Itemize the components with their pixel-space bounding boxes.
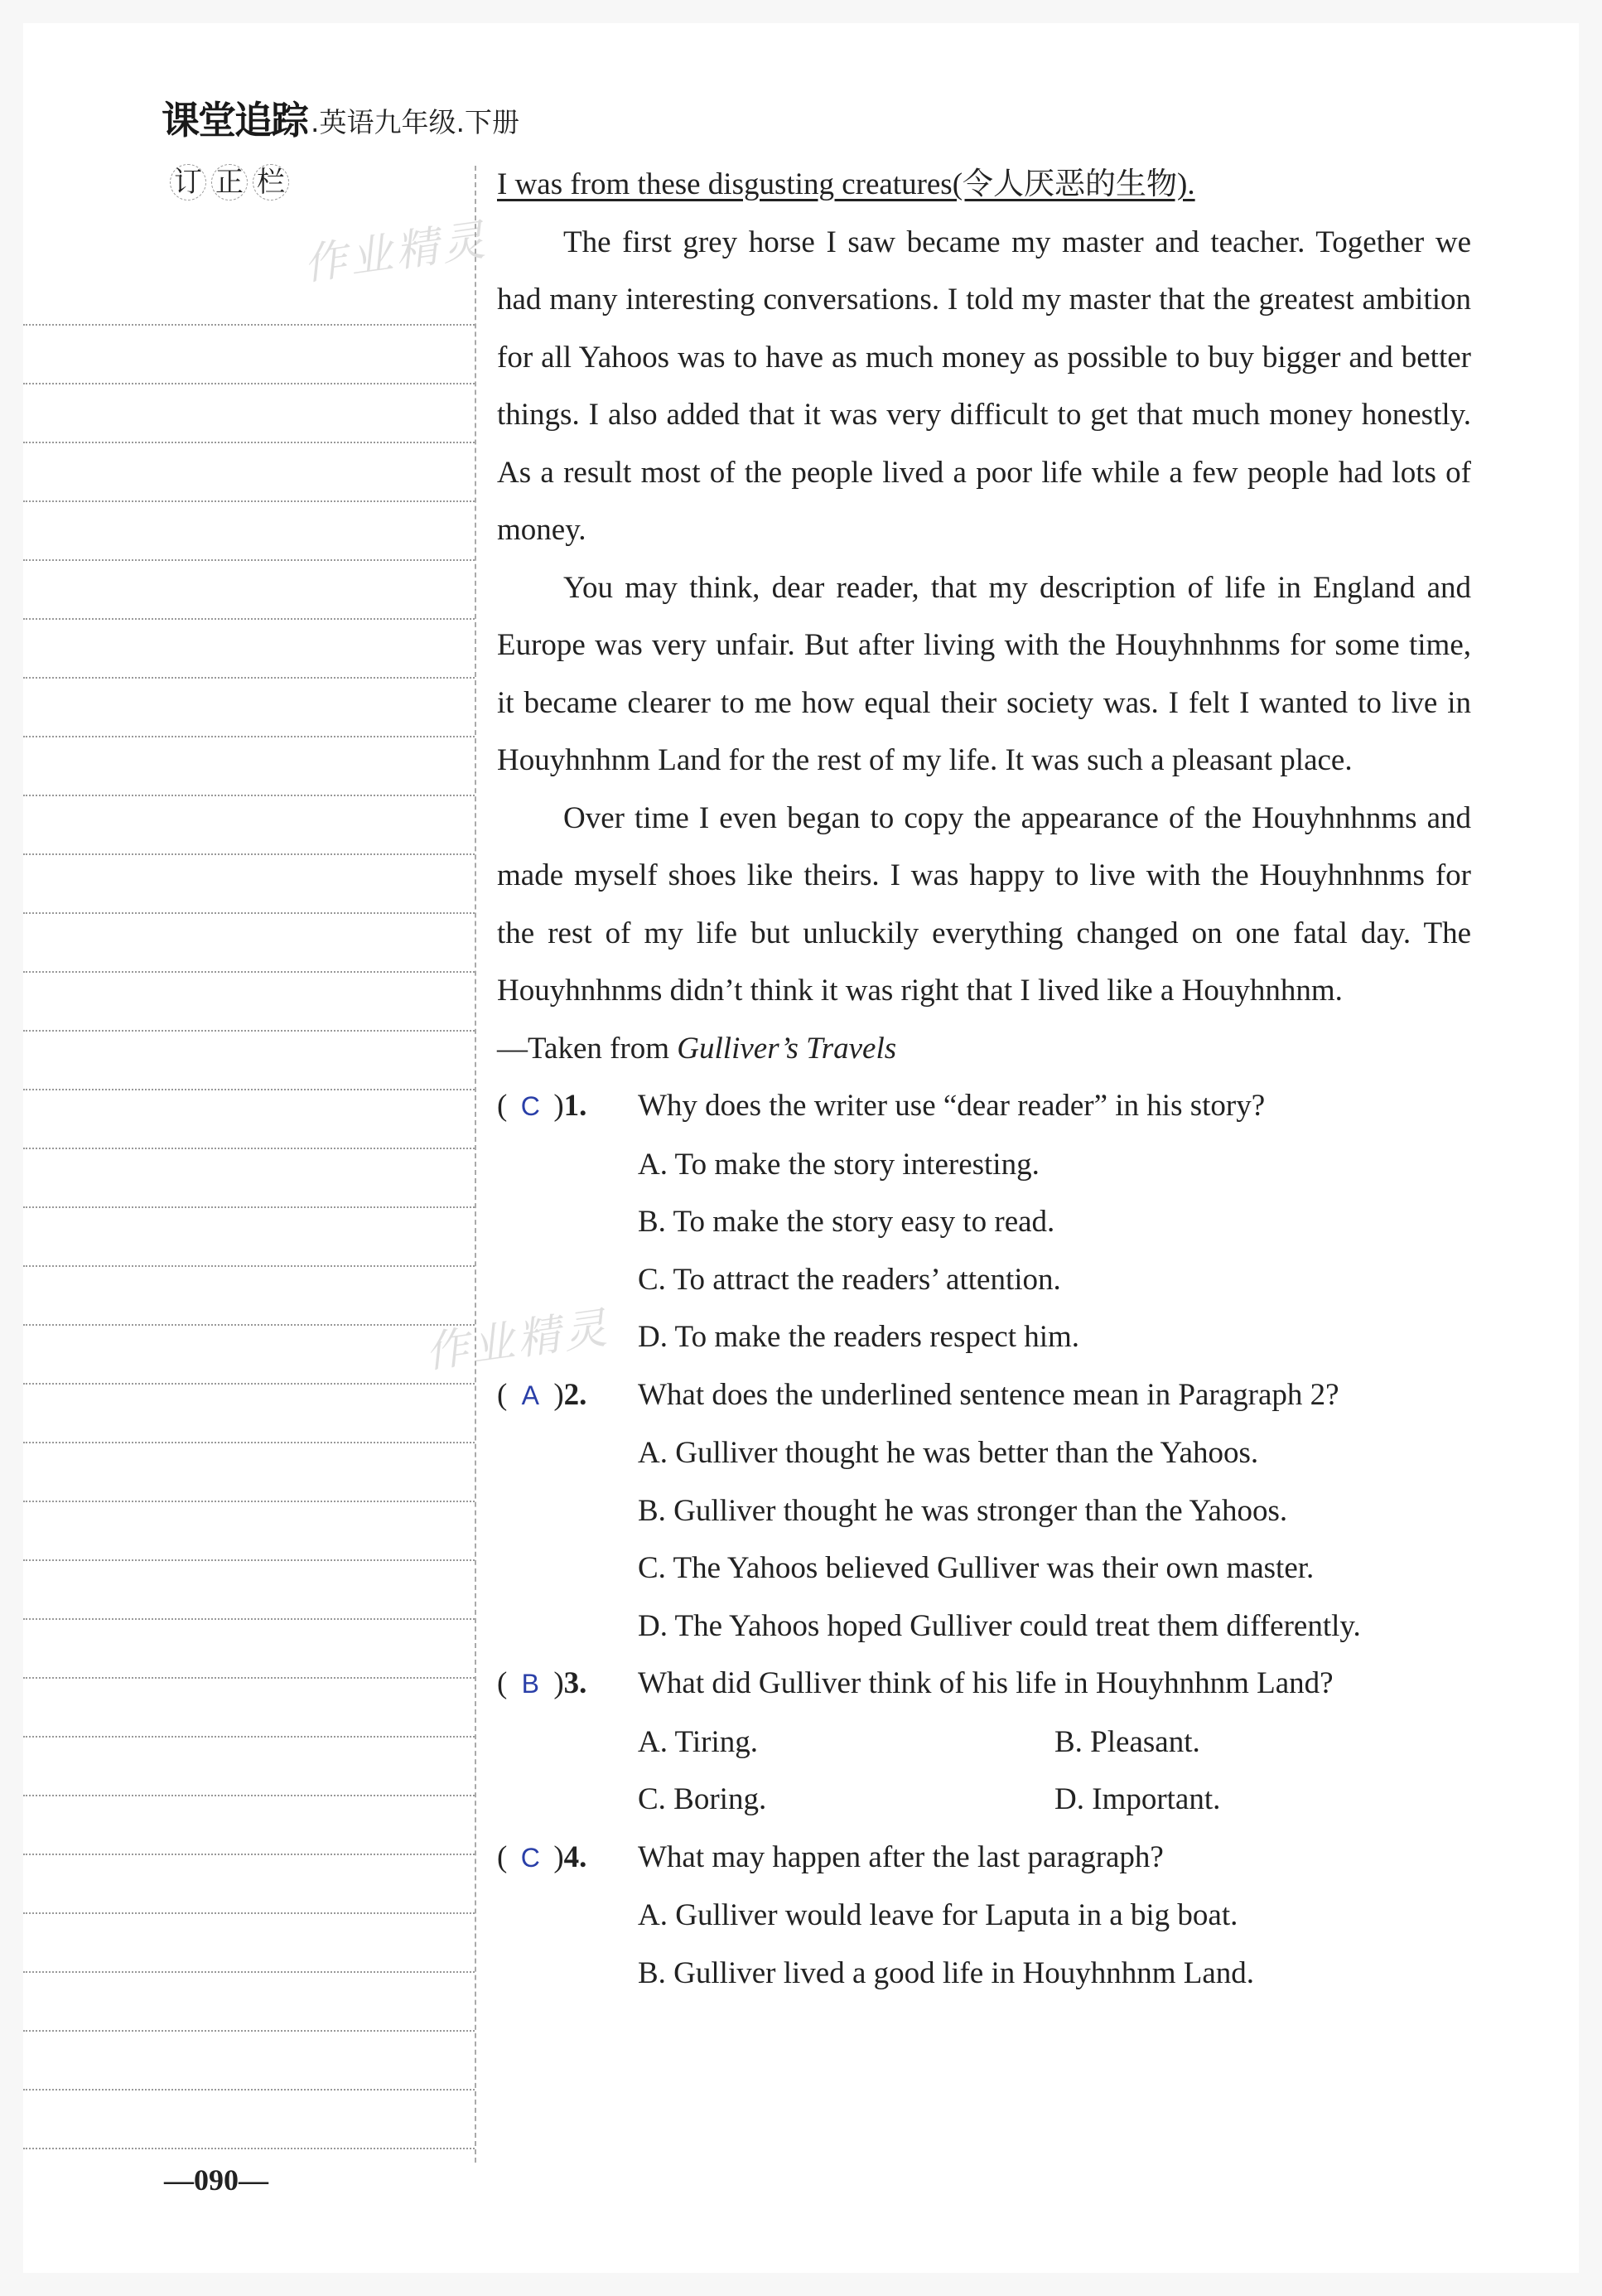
correction-line[interactable] <box>23 1914 475 1973</box>
correction-line[interactable] <box>23 855 475 914</box>
question <box>497 1077 1471 1366</box>
book-title: .英语九年级.下册 <box>311 106 519 138</box>
correction-line[interactable] <box>23 1090 475 1149</box>
answer-mark[interactable]: A <box>521 1380 539 1410</box>
answer-mark[interactable]: B <box>521 1669 539 1699</box>
column-divider <box>475 166 476 2163</box>
correction-lines <box>23 267 475 2149</box>
correction-line[interactable] <box>23 1561 475 1620</box>
option[interactable]: A. To make the story interesting. <box>638 1147 1040 1182</box>
correction-line[interactable] <box>23 1502 475 1561</box>
correction-line[interactable] <box>23 1267 475 1326</box>
option[interactable]: D. The Yahoos hoped Gulliver could treat them differently. <box>638 1608 1361 1643</box>
paragraph: The first grey horse I saw became my master and teacher. Together we had many interesting conversations. I told my master that the greatest ambition for all Yahoos was to have as much money as possible to buy bigger and better things. I also added that it was very difficult to get that much money honestly. As a result most of the people lived a poor life while a few people had lots of money. <box>497 225 1471 547</box>
answer-bracket: ( B )3. <box>497 1655 638 1714</box>
correction-line[interactable] <box>23 1796 475 1855</box>
answer-mark[interactable]: C <box>520 1842 540 1873</box>
correction-line[interactable] <box>23 679 475 737</box>
option[interactable]: C. Boring. <box>638 1782 767 1816</box>
option[interactable]: A. Gulliver would leave for Laputa in a big boat. <box>638 1898 1238 1932</box>
correction-line[interactable] <box>23 1149 475 1208</box>
source-prefix: —Taken from <box>497 1031 678 1066</box>
correction-line[interactable] <box>23 443 475 502</box>
question-number: 1. <box>563 1089 587 1123</box>
series-logo: 课堂追踪 <box>162 98 307 143</box>
option[interactable]: B. Gulliver lived a good life in Houyhnhnm Land. <box>638 1955 1254 1990</box>
correction-label-char: 栏 <box>253 164 289 201</box>
question-number: 4. <box>563 1839 587 1874</box>
question <box>497 1366 1471 1656</box>
correction-line[interactable] <box>23 502 475 561</box>
option[interactable]: C. The Yahoos believed Gulliver was their own master. <box>638 1551 1315 1585</box>
correction-line[interactable] <box>23 1973 475 2032</box>
correction-line[interactable] <box>23 620 475 679</box>
correction-line[interactable] <box>23 914 475 973</box>
source-title: Gulliver’s Travels <box>677 1031 897 1066</box>
question-text: Why does the writer use “dear reader” in his story? <box>638 1089 1266 1123</box>
watermark: 作业精灵 <box>300 215 491 291</box>
correction-line[interactable] <box>23 1679 475 1738</box>
correction-line[interactable] <box>23 1385 475 1443</box>
question <box>497 1829 1471 2003</box>
answer-bracket: ( C )1. <box>497 1077 638 1136</box>
correction-line[interactable] <box>23 1443 475 1502</box>
option[interactable]: D. To make the readers respect him. <box>638 1320 1080 1354</box>
correction-line[interactable] <box>23 1208 475 1267</box>
watermark: 作业精灵 <box>422 1303 613 1379</box>
option[interactable]: D. Important. <box>1054 1782 1221 1816</box>
question-number: 3. <box>563 1666 587 1700</box>
correction-line[interactable] <box>23 973 475 1032</box>
correction-line[interactable] <box>23 1326 475 1385</box>
underlined-sentence: I was from these disgusting creatures(令人厌恶的生物). <box>497 167 1195 201</box>
reading-passage <box>497 156 1471 2002</box>
page-number: —090— <box>164 2163 268 2197</box>
page-header <box>162 89 519 143</box>
correction-line[interactable] <box>23 326 475 384</box>
correction-line[interactable] <box>23 561 475 620</box>
answer-bracket: ( C )4. <box>497 1829 638 1888</box>
answer-bracket: ( A )2. <box>497 1366 638 1425</box>
correction-line[interactable] <box>23 1620 475 1679</box>
option[interactable]: B. Pleasant. <box>1054 1724 1200 1759</box>
question-text: What does the underlined sentence mean in Paragraph 2? <box>638 1377 1339 1412</box>
correction-line[interactable] <box>23 1738 475 1796</box>
correction-line[interactable] <box>23 1032 475 1090</box>
correction-line[interactable] <box>23 384 475 443</box>
paragraph: You may think, dear reader, that my description of life in England and Europe was very unfair. But after living with the Houyhnhnms for some time, it became clearer to me how equal their society was. I felt I wanted to live in Houyhnhnm Land for the rest of my life. It was such a pleasant place. <box>497 570 1471 777</box>
correction-line[interactable] <box>23 2032 475 2091</box>
correction-line[interactable] <box>23 2091 475 2149</box>
question <box>497 1655 1471 1829</box>
correction-line[interactable] <box>23 1855 475 1914</box>
correction-line[interactable] <box>23 796 475 855</box>
question-number: 2. <box>563 1377 587 1412</box>
correction-label-char: 正 <box>211 164 248 201</box>
paragraph: Over time I even began to copy the appearance of the Houyhnhnms and made myself shoes like theirs. I was happy to live with the Houyhnhnms for the rest of my life but unluckily everything changed on one fatal day. The Houyhnhnms didn’t think it was right that I lived like a Houyhnhnm. <box>497 800 1471 1008</box>
option[interactable]: B. To make the story easy to read. <box>638 1205 1055 1239</box>
correction-label-char: 订 <box>170 164 206 201</box>
option[interactable]: B. Gulliver thought he was stronger than the Yahoos. <box>638 1493 1288 1528</box>
passage-source <box>497 1020 1471 1078</box>
correction-column-label <box>170 164 289 201</box>
question-text: What did Gulliver think of his life in Houyhnhnm Land? <box>638 1666 1334 1700</box>
option[interactable]: C. To attract the readers’ attention. <box>638 1262 1061 1297</box>
option[interactable]: A. Gulliver thought he was better than the Yahoos. <box>638 1436 1259 1470</box>
correction-line[interactable] <box>23 737 475 796</box>
question-text: What may happen after the last paragraph? <box>638 1839 1164 1874</box>
answer-mark[interactable]: C <box>520 1091 540 1121</box>
option[interactable]: A. Tiring. <box>638 1724 758 1759</box>
